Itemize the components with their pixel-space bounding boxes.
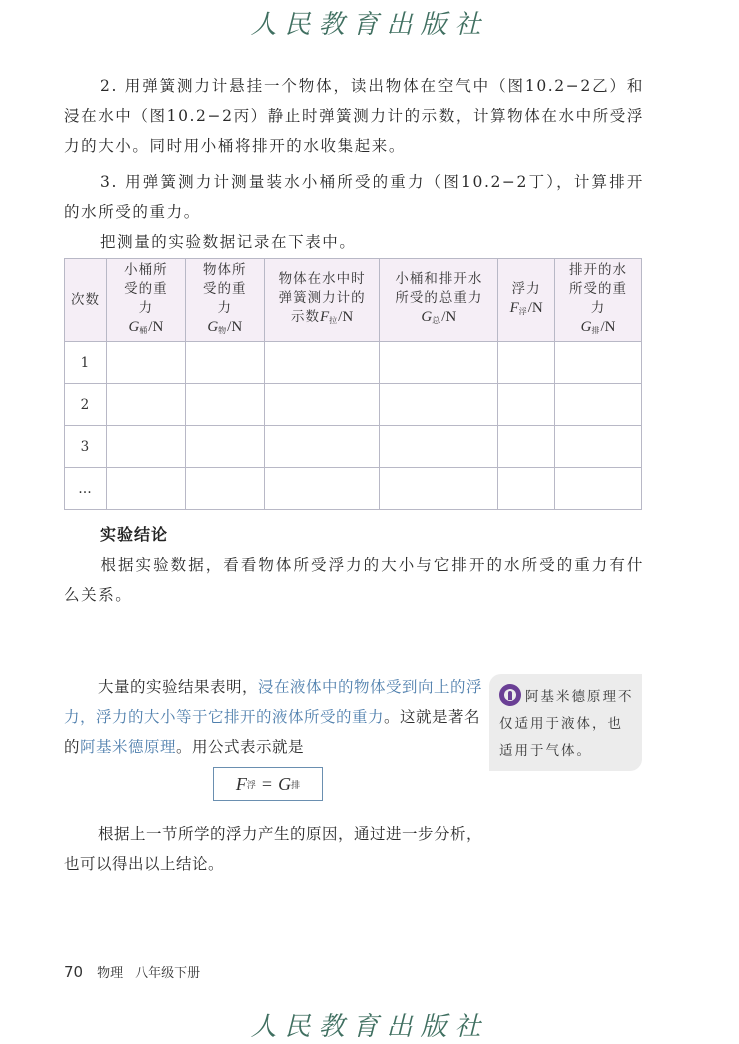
record-paragraph [64, 227, 644, 257]
conclusion-heading: 实验结论 [100, 525, 169, 544]
table-cell [264, 468, 380, 510]
principle-end: 。用公式表示就是 [176, 738, 305, 756]
header-label: 物体在水中时弹簧测力计的示数 [278, 271, 366, 325]
step3-paragraph [64, 167, 644, 227]
record-text: 把测量的实验数据记录在下表中。 [100, 233, 357, 251]
followup-paragraph [64, 819, 484, 879]
row-index: 3 [65, 426, 107, 468]
table-cell [185, 342, 264, 384]
table-cell [498, 384, 555, 426]
header-displaced-water-weight [555, 259, 642, 342]
header-label: 小桶和排开水所受的总重力 [395, 271, 483, 306]
sidenote-text: 阿基米德原理不仅适用于液体，也适用于气体。 [499, 689, 634, 759]
table-cell [555, 342, 642, 384]
table-cell [185, 426, 264, 468]
table-row [65, 384, 642, 426]
header-label: 小桶所受的重力 [124, 261, 168, 316]
table-cell [498, 468, 555, 510]
pen-nib-icon [499, 684, 521, 706]
table-cell [106, 468, 185, 510]
formula-lhs-sub: 浮 [246, 779, 256, 790]
table-row [65, 468, 642, 510]
step3-text: 3. 用弹簧测力计测量装水小桶所受的重力（图10.2−2丁），计算排开的水所受的重力。 [64, 173, 644, 221]
table-cell [380, 384, 498, 426]
header-label: 次数 [70, 291, 100, 308]
principle-statement-highlight: 浸在液体中的物体受到向上的浮力，浮力的大小等于它排开的液体所受的重力 [64, 678, 483, 726]
table-cell [106, 426, 185, 468]
header-scale-reading: 物体在水中时弹簧测力计的示数$F_拉/N$ [264, 259, 380, 342]
conclusion-paragraph [64, 550, 644, 610]
header-symbol: $F_浮/N$ [509, 299, 543, 316]
header-symbol: $G_排/N$ [580, 318, 616, 335]
header-symbol: $G_桶/N$ [128, 318, 164, 335]
header-label: 物体所受的重力 [203, 261, 247, 316]
buoyancy-formula [213, 767, 323, 801]
table-cell [380, 426, 498, 468]
header-label: 排开的水所受的重力 [569, 261, 628, 316]
publisher-logo-top: 人民教育出版社 [250, 10, 489, 40]
row-index: 1 [65, 342, 107, 384]
archimedes-principle-highlight: 阿基米德原理 [80, 738, 177, 756]
table-row [65, 342, 642, 384]
table-cell [264, 342, 380, 384]
formula-lhs: F [235, 773, 247, 794]
step2-text: 2. 用弹簧测力计悬挂一个物体，读出物体在空气中（图10.2−2乙）和浸在水中（图10.2−2丙）静止时弹簧测力计的示数，计算物体在水中所受浮力的大小。同时用小桶将排开的水收集起来。 [64, 77, 644, 155]
table-cell [264, 384, 380, 426]
grade-label: 八年级下册 [135, 966, 201, 981]
table-cell [498, 342, 555, 384]
sidenote-box [489, 674, 642, 771]
table-cell [555, 426, 642, 468]
row-index: 2 [65, 384, 107, 426]
header-bucket-weight [106, 259, 185, 342]
table-cell [106, 384, 185, 426]
table-header-row [65, 259, 642, 342]
table-cell [555, 384, 642, 426]
formula-equals: = [261, 773, 273, 794]
followup-text: 根据上一节所学的浮力产生的原因，通过进一步分析，也可以得出以上结论。 [64, 825, 483, 873]
step2-paragraph [64, 71, 644, 161]
header-object-weight [185, 259, 264, 342]
row-index: … [65, 468, 107, 510]
table-cell [380, 468, 498, 510]
header-count [65, 259, 107, 342]
conclusion-text: 根据实验数据，看看物体所受浮力的大小与它排开的水所受的重力有什么关系。 [64, 556, 644, 604]
formula-rhs-sub: 排 [291, 779, 301, 790]
table-cell [380, 342, 498, 384]
subject-label: 物理 [97, 966, 124, 981]
principle-intro: 大量的实验结果表明， [98, 678, 259, 696]
table-cell [185, 468, 264, 510]
header-label: 浮力 [511, 280, 541, 297]
publisher-logo-bottom: 人民教育出版社 [250, 1012, 489, 1042]
header-symbol: $G_总/N$ [421, 309, 457, 325]
principle-mid: 。这就是著名的 [64, 708, 481, 756]
page-number: 70 [64, 963, 84, 981]
header-total-weight [380, 259, 498, 342]
header-buoyancy [498, 259, 555, 342]
table-row [65, 426, 642, 468]
table-cell [498, 426, 555, 468]
principle-paragraph [64, 672, 484, 762]
formula-rhs: G [278, 773, 292, 794]
header-symbol: $G_物/N$ [207, 318, 243, 335]
table-cell [106, 342, 185, 384]
experiment-data-table [64, 258, 642, 510]
page-footer [64, 962, 200, 981]
table-cell [555, 468, 642, 510]
table-cell [264, 426, 380, 468]
table-cell [185, 384, 264, 426]
